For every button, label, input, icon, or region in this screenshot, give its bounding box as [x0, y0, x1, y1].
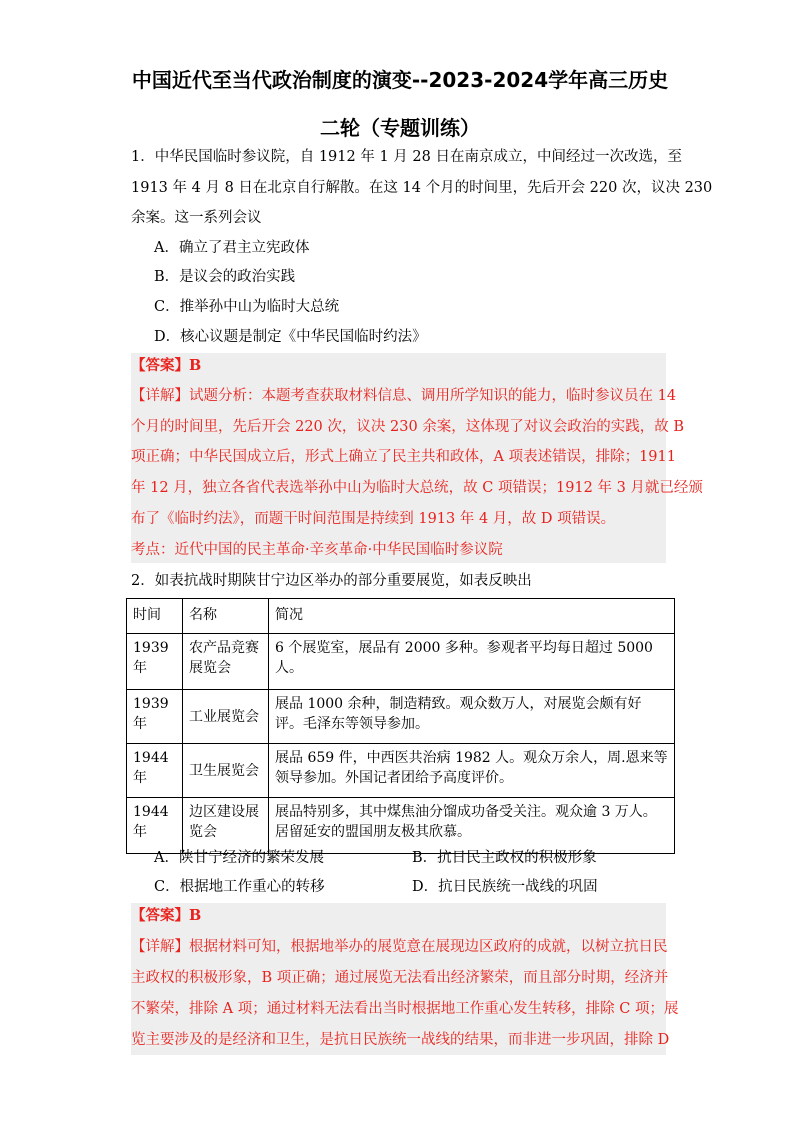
q2-explain-line1: 【详解】根据材料可知，根据地举办的展览意在展现边区政府的成就，以树立抗日民	[131, 939, 668, 955]
table-header-time: 时间	[127, 599, 183, 634]
table-cell-desc: 展品特别多，其中煤焦油分馏成功备受关注。观众逾 3 万人。居留延安的盟国朋友极其欣慕。	[269, 798, 675, 854]
document-title-line2: 二轮（专题训练）	[320, 116, 480, 140]
table-cell-time: 1939 年	[127, 634, 183, 690]
table-cell-name: 工业展览会	[183, 690, 269, 744]
q1-answer: 【答案】B	[131, 357, 202, 374]
table-cell-desc: 展品 659 件，中西医共治病 1982 人。观众万余人，周.恩来等领导参加。外国记者团给予高度评价。	[269, 744, 675, 798]
table-row	[127, 634, 675, 690]
q1-stem-line1: 1．中华民国临时参议院，自 1912 年 1 月 28 日在南京成立，中间经过一次改选，至	[131, 149, 682, 165]
table-cell-desc: 6 个展览室，展品有 2000 多种。参观者平均每日超过 5000 人。	[269, 634, 675, 690]
q1-option-d: D．核心议题是制定《中华民国临时约法》	[154, 329, 427, 345]
q2-stem: 2．如表抗战时期陕甘宁边区举办的部分重要展览，如表反映出	[131, 573, 532, 589]
q1-stem-line2: 1913 年 4 月 8 日在北京自行解散。在这 14 个月的时间里，先后开会 220 次，议决 230	[131, 180, 713, 196]
table-header-row	[127, 599, 675, 634]
q1-explain-line4: 年 12 月，独立各省代表选举孙中山为临时大总统，故 C 项错误；1912 年 3 月就已经颁	[131, 480, 703, 496]
table-cell-time: 1939 年	[127, 690, 183, 744]
document-title-line1: 中国近代至当代政治制度的演变--2023-2024学年高三历史	[131, 68, 669, 92]
table-cell-name: 边区建设展览会	[183, 798, 269, 854]
table-header-name: 名称	[183, 599, 269, 634]
table-cell-time: 1944 年	[127, 744, 183, 798]
q2-explain-line3: 不繁荣，排除 A 项；通过材料无法看出当时根据地工作重心发生转移，排除 C 项；展	[131, 1001, 679, 1017]
table-row	[127, 690, 675, 744]
q1-explain-line2: 个月的时间里，先后开会 220 次，议决 230 余案，这体现了对议会政治的实践，故 B	[131, 419, 685, 435]
q2-answer: 【答案】B	[131, 907, 202, 924]
q1-option-a: A．确立了君主立宪政体	[154, 240, 310, 256]
q2-option-d: D．抗日民族统一战线的巩固	[412, 879, 598, 895]
q1-knowledge-point: 考点：近代中国的民主革命·辛亥革命·中华民国临时参议院	[131, 542, 503, 558]
q1-explain-line5: 布了《临时约法》，而题干时间范围是持续到 1913 年 4 月，故 D 项错误。	[131, 511, 616, 527]
table-row	[127, 744, 675, 798]
table-cell-name: 农产品竞赛展览会	[183, 634, 269, 690]
q2-explain-line2: 主政权的积极形象，B 项正确；通过展览无法看出经济繁荣，而且部分时期，经济并	[131, 970, 669, 986]
q2-option-b: B．抗日民主政权的积极形象	[412, 850, 597, 866]
q1-explain-line1: 【详解】试题分析：本题考查获取材料信息、调用所学知识的能力，临时参议员在 14	[131, 388, 677, 404]
table-cell-name: 卫生展览会	[183, 744, 269, 798]
table-row	[127, 798, 675, 854]
table-header-desc: 简况	[269, 599, 675, 634]
exhibition-table	[126, 598, 675, 854]
q2-option-c: C．根据地工作重心的转移	[154, 879, 325, 895]
table-cell-desc: 展品 1000 余种，制造精致。观众数万人，对展览会颇有好评。毛泽东等领导参加。	[269, 690, 675, 744]
q1-stem-line3: 余案。这一系列会议	[131, 210, 262, 226]
q2-option-a: A．陕甘宁经济的繁荣发展	[154, 850, 324, 866]
table-cell-time: 1944 年	[127, 798, 183, 854]
q1-option-c: C．推举孙中山为临时大总统	[154, 299, 340, 315]
q2-explain-line4: 览主要涉及的是经济和卫生，是抗日民族统一战线的结果，而非进一步巩固，排除 D	[131, 1032, 670, 1048]
q1-explain-line3: 项正确；中华民国成立后，形式上确立了民主共和政体，A 项表述错误，排除；1911	[131, 449, 676, 465]
q1-option-b: B．是议会的政治实践	[154, 269, 296, 285]
